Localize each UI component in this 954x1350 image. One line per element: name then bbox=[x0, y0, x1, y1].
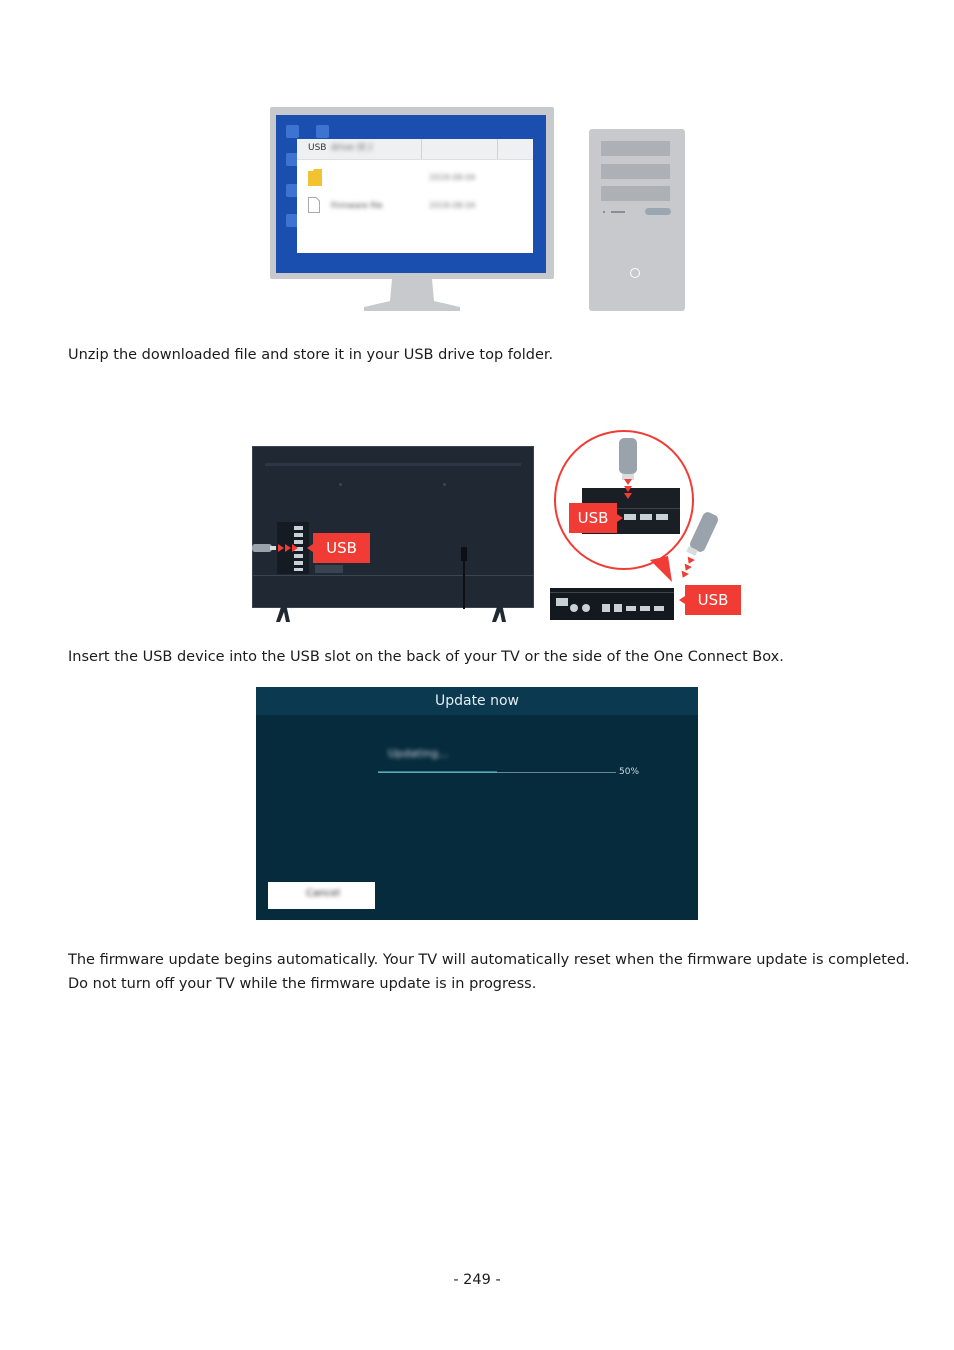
one-connect-box bbox=[550, 588, 674, 620]
box-usb-label: USB bbox=[685, 585, 741, 615]
update-now-screen bbox=[256, 687, 698, 920]
update-progress-fill bbox=[378, 771, 497, 773]
power-button-icon bbox=[630, 268, 640, 278]
desktop-icon bbox=[316, 125, 329, 138]
arrow-icon bbox=[285, 544, 291, 552]
cancel-button-label: Cancel bbox=[306, 888, 340, 899]
arrow-icon bbox=[278, 544, 284, 552]
file-window-header bbox=[297, 139, 533, 160]
power-cable bbox=[461, 547, 467, 561]
pc-tower bbox=[589, 129, 685, 311]
arrow-icon bbox=[624, 493, 632, 499]
tv-usb-label: USB bbox=[313, 533, 370, 563]
update-title-bar bbox=[256, 687, 698, 715]
figure-insert-usb bbox=[250, 428, 744, 624]
update-progress-label: 50% bbox=[619, 767, 640, 777]
zoom-pointer bbox=[650, 556, 674, 584]
window-header-label: USB bbox=[308, 143, 327, 153]
tv-back bbox=[252, 446, 534, 608]
folder-icon bbox=[308, 169, 322, 186]
page-number: - 249 - bbox=[453, 1272, 501, 1288]
row2-date: 2018-08-04 bbox=[429, 201, 476, 210]
caption-firmware-line1: The firmware update begins automatically. Your TV will automatically reset when the firmware update is completed. bbox=[68, 952, 910, 968]
window-header-blurred: drive (E:) bbox=[331, 143, 373, 153]
tower-usb-port bbox=[645, 208, 671, 215]
update-progress-track bbox=[378, 772, 616, 773]
update-title: Update now bbox=[434, 693, 520, 709]
usb-stick-icon bbox=[619, 438, 637, 474]
monitor-stand bbox=[362, 279, 462, 311]
cancel-button[interactable] bbox=[268, 882, 375, 909]
usb-stick-icon bbox=[252, 544, 272, 552]
tv-stand-right bbox=[490, 604, 508, 622]
row1-date: 2018-08-04 bbox=[429, 173, 476, 182]
arrow-icon bbox=[624, 479, 632, 485]
tv-stand-left bbox=[274, 604, 292, 622]
row2-name: Firmware file bbox=[331, 201, 383, 210]
update-status: Updating... bbox=[388, 747, 449, 760]
zoom-circle bbox=[554, 430, 694, 570]
caption-unzip: Unzip the downloaded file and store it in your USB drive top folder. bbox=[68, 347, 554, 363]
file-window bbox=[297, 139, 533, 253]
usb-stick-icon bbox=[688, 510, 719, 553]
caption-firmware-line2: Do not turn off your TV while the firmware update is in progress. bbox=[68, 976, 537, 992]
file-icon bbox=[308, 197, 320, 213]
arrow-icon bbox=[624, 486, 632, 492]
caption-insert-usb: Insert the USB device into the USB slot on the back of your TV or the side of the One Connect Box. bbox=[68, 649, 784, 665]
figure-pc-usb-folder bbox=[268, 105, 688, 313]
zoom-usb-label: USB bbox=[569, 503, 617, 533]
desktop-icon bbox=[286, 125, 299, 138]
arrow-icon bbox=[292, 544, 298, 552]
